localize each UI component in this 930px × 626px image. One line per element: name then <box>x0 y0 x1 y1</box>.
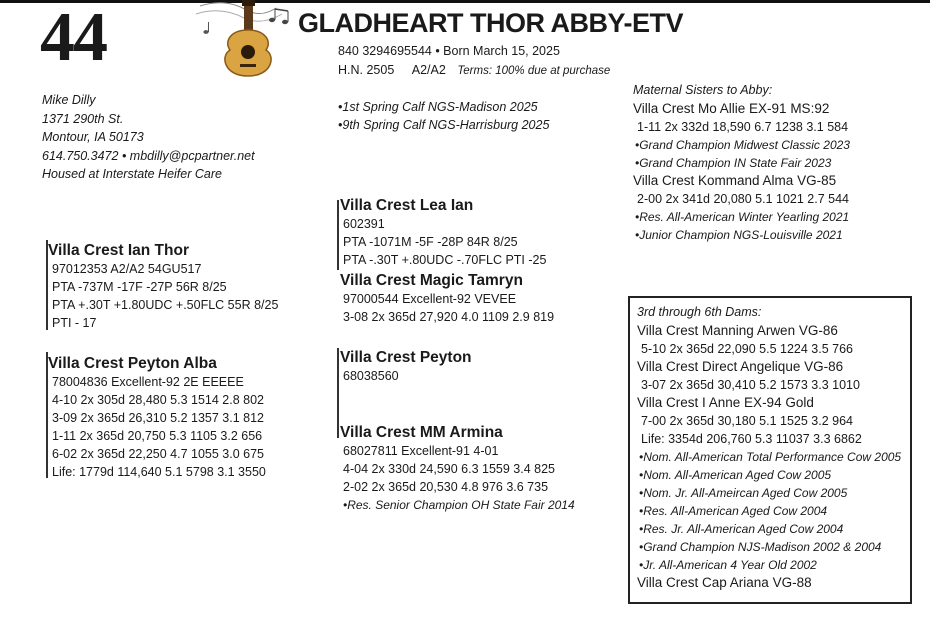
sire-block <box>48 241 278 332</box>
maternal-sisters-block <box>633 81 850 244</box>
dam-5-award: •Res. Jr. All-American Aged Cow 2004 <box>639 521 844 536</box>
guitar-icon <box>186 0 298 80</box>
dam-5-award: •Nom. All-American Aged Cow 2005 <box>639 467 832 482</box>
dam-5-award: •Jr. All-American 4 Year Old 2002 <box>639 557 817 572</box>
owner-city: Montour, IA 50173 <box>42 130 144 144</box>
sister-name: Villa Crest Kommand Alma VG-85 <box>633 172 837 188</box>
dam-detail: 1-11 2x 365d 20,750 5.3 1105 3.2 656 <box>52 429 263 443</box>
dam-5-lifetime: Life: 3354d 206,760 5.3 11037 3.3 6862 <box>641 431 862 446</box>
dam-6-name: Villa Crest Cap Ariana VG-88 <box>637 574 812 590</box>
sire-dam-detail: 3-08 2x 365d 27,920 4.0 1109 2.9 819 <box>343 310 555 324</box>
sire-sire-name: Villa Crest Lea Ian <box>340 197 474 214</box>
dam-3-name: Villa Crest Manning Arwen VG-86 <box>637 322 838 338</box>
animal-id-line: 840 3294695544 • Born March 15, 2025 <box>338 44 560 58</box>
sire-detail: PTA +.30T +1.80UDC +.50FLC 55R 8/25 <box>52 298 279 312</box>
sire-sire-bracket <box>337 200 339 270</box>
top-rule <box>0 0 930 3</box>
genotype: A2/A2 <box>411 63 446 77</box>
dam-5-record: 7-00 2x 365d 30,180 5.1 1525 3.2 964 <box>641 413 853 428</box>
dam-detail: 78004836 Excellent-92 2E EEEEE <box>52 375 244 389</box>
sire-dam-detail: 97000544 Excellent-92 VEVEE <box>343 292 517 306</box>
sire-detail: PTA -737M -17F -27P 56R 8/25 <box>52 280 227 294</box>
dam-detail: 4-10 2x 305d 28,480 5.3 1514 2.8 802 <box>52 393 264 407</box>
hn-number: H.N. 2505 <box>338 63 395 77</box>
dam-detail: 6-02 2x 365d 22,250 4.7 1055 3.0 675 <box>52 447 264 461</box>
sire-detail: PTI - 17 <box>52 316 97 330</box>
dam-sire-detail: 68038560 <box>343 369 399 383</box>
sister-record: 1-11 2x 332d 18,590 6.7 1238 3.1 584 <box>637 119 849 134</box>
owner-address: 1371 290th St. <box>42 111 124 126</box>
animal-award: •1st Spring Calf NGS-Madison 2025 <box>338 100 538 114</box>
dam-5-award: •Nom. All-American Total Performance Cow 2005 <box>639 449 902 464</box>
dam-5-award: •Grand Champion NJS-Madison 2002 & 2004 <box>639 539 882 554</box>
dam-name: Villa Crest Peyton Alba <box>48 355 217 372</box>
dam-dam-detail: 68027811 Excellent-91 4-01 <box>343 444 499 458</box>
sire-name: Villa Crest Ian Thor <box>48 242 189 259</box>
ancestral-dams-box <box>628 296 912 604</box>
sire-dam-block <box>340 271 554 326</box>
sire-sire-detail: PTA -1071M -5F -28P 84R 8/25 <box>343 235 518 249</box>
dam-dam-detail: 2-02 2x 365d 20,530 4.8 976 3.6 735 <box>343 480 549 494</box>
dam-4-name: Villa Crest Direct Angelique VG-86 <box>637 358 844 374</box>
owner-housed: Housed at Interstate Heifer Care <box>42 167 222 181</box>
sister-award: •Res. All-American Winter Yearling 2021 <box>635 209 850 224</box>
animal-award: •9th Spring Calf NGS-Harrisburg 2025 <box>338 118 550 132</box>
music-notes-icon <box>196 3 288 34</box>
sister-award: •Grand Champion Midwest Classic 2023 <box>635 137 850 152</box>
dam-sire-block <box>340 348 472 385</box>
dam-detail: 3-09 2x 365d 26,310 5.2 1357 3.1 812 <box>52 411 264 425</box>
dam-detail: Life: 1779d 114,640 5.1 5798 3.1 3550 <box>52 465 266 479</box>
sire-sire-detail: PTA -.30T +.80UDC -.70FLC PTI -25 <box>343 253 547 267</box>
dam-5-name: Villa Crest I Anne EX-94 Gold <box>637 394 814 410</box>
dam-dam-block <box>340 423 575 514</box>
dams-box-header: 3rd through 6th Dams: <box>637 305 762 319</box>
terms: Terms: 100% due at purchase <box>457 65 611 77</box>
animal-hn-line <box>338 61 610 81</box>
lot-number: 44 <box>40 0 106 76</box>
dam-sire-name: Villa Crest Peyton <box>340 349 472 366</box>
dam-sire-bracket <box>337 348 339 438</box>
sister-award: •Grand Champion IN State Fair 2023 <box>635 155 832 170</box>
sire-dam-name: Villa Crest Magic Tamryn <box>340 272 523 289</box>
dam-5-award: •Nom. Jr. All-Ameircan Aged Cow 2005 <box>639 485 848 500</box>
dam-3-record: 5-10 2x 365d 22,090 5.5 1224 3.5 766 <box>641 341 853 356</box>
sister-award: •Junior Champion NGS-Louisville 2021 <box>635 227 843 242</box>
owner-name: Mike Dilly <box>42 93 96 107</box>
animal-name-title: GLADHEART THOR ABBY-ETV <box>298 8 683 38</box>
owner-block <box>42 91 255 184</box>
dam-4-record: 3-07 2x 365d 30,410 5.2 1573 3.3 1010 <box>641 377 860 392</box>
sire-detail: 97012353 A2/A2 54GU517 <box>52 262 202 276</box>
sire-sire-detail: 602391 <box>343 217 385 231</box>
sire-sire-block <box>340 196 546 269</box>
sister-record: 2-00 2x 341d 20,080 5.1 1021 2.7 544 <box>637 191 849 206</box>
dam-5-award: •Res. All-American Aged Cow 2004 <box>639 503 828 518</box>
dam-dam-detail: 4-04 2x 330d 24,590 6.3 1559 3.4 825 <box>343 462 555 476</box>
dam-block <box>48 354 266 481</box>
owner-contact: 614.750.3472 • mbdilly@pcpartner.net <box>42 148 255 163</box>
maternal-sisters-header: Maternal Sisters to Abby: <box>633 83 773 97</box>
sister-name: Villa Crest Mo Allie EX-91 MS:92 <box>633 100 830 116</box>
dam-dam-award: •Res. Senior Champion OH State Fair 2014 <box>343 498 575 512</box>
dam-dam-name: Villa Crest MM Armina <box>340 424 503 441</box>
